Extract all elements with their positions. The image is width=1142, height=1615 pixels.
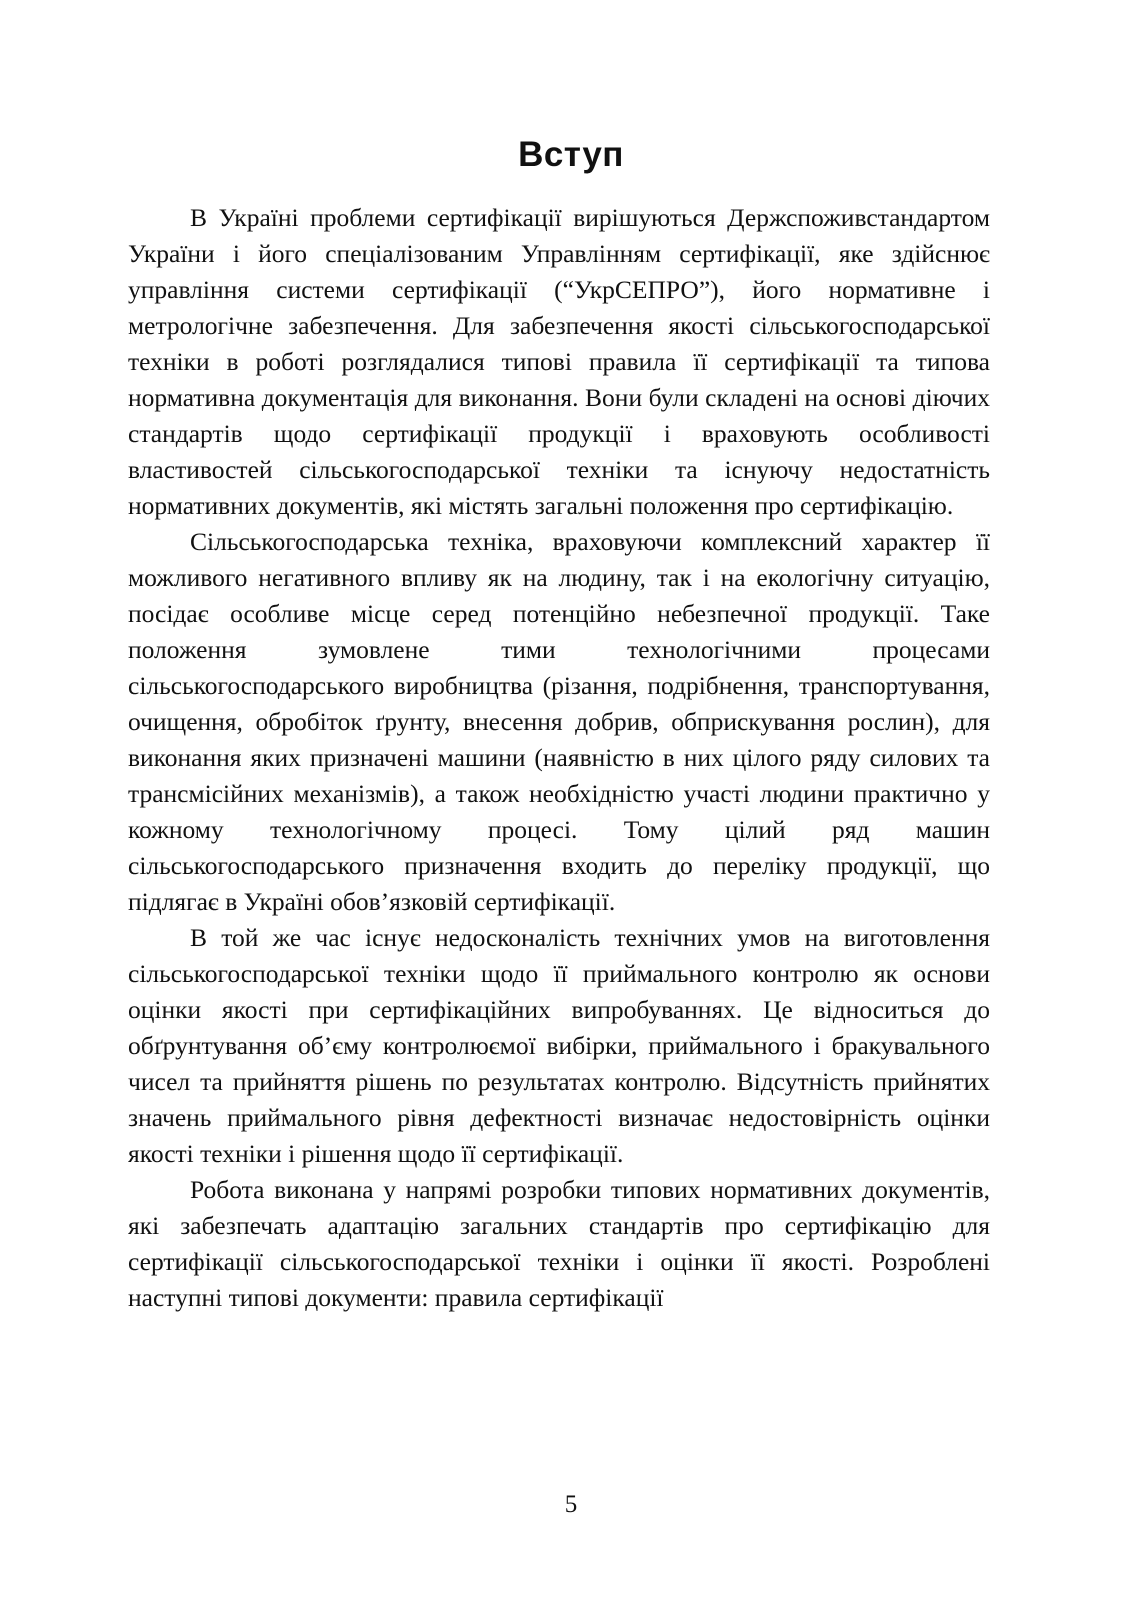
body-text (128, 200, 990, 1316)
paragraph-3: В той же час існує недосконалість технічних умов на виготовлення сільськогосподарської техніки щодо її приймального контролю як основи оцінки якості при сертифікаційних випробуваннях. Це відноситься до обґрунтування об’єму контролюємої вибірки, приймального і бракувального чисел та прийняття рішень по результатах контролю. Відсутність прийнятих значень приймального рівня дефектності визначає недостовірність оцінки якості техніки і рішення щодо її сертифікації. (128, 923, 990, 1168)
paragraph-2: Сільськогосподарська техніка, враховуючи комплексний характер її можливого негативного впливу як на людину, так і на екологічну ситуацію, посідає особливе місце серед потенційно небезпечної продукції. Таке положення зумовлене тими технологічними процесами сільськогосподарського виробництва (різання, подрібнення, транспортування, очищення, обробіток ґрунту, внесення добрив, обприскування рослин), для виконання яких призначені машини (наявністю в них цілого ряду силових та трансмісійних механізмів), а також необхідністю участі людини практично у кожному технологічному процесі. Тому цілий ряд машин сільськогосподарського призначення входить до переліку продукції, що підлягає в Україні обов’язковій сертифікації. (128, 527, 990, 916)
page-number: 5 (564, 1491, 578, 1518)
paragraph-1: В Україні проблеми сертифікації вирішуються Держспоживстандартом України і його спеціалізованим Управлінням сертифікації, яке здійснює управління системи сертифікації (“УкрСЕПРО”), його нормативне і метрологічне забезпечення. Для забезпечення якості сільськогосподарської техніки в роботі розглядалися типові правила її сертифікації та типова нормативна документація для виконання. Вони були складені на основі діючих стандартів щодо сертифікації продукції і враховують особливості властивостей сільськогосподарської техніки та існуючу недостатність нормативних документів, які містять загальні положення про сертифікацію. (128, 203, 990, 520)
page-title: Вступ (518, 135, 624, 175)
paragraph-4: Робота виконана у напрямі розробки типових нормативних документів, які забезпечать адаптацію загальних стандартів про сертифікацію для сертифікації сільськогосподарської техніки і оцінки її якості. Розроблені наступні типові документи: правила сертифікації (128, 1175, 990, 1312)
